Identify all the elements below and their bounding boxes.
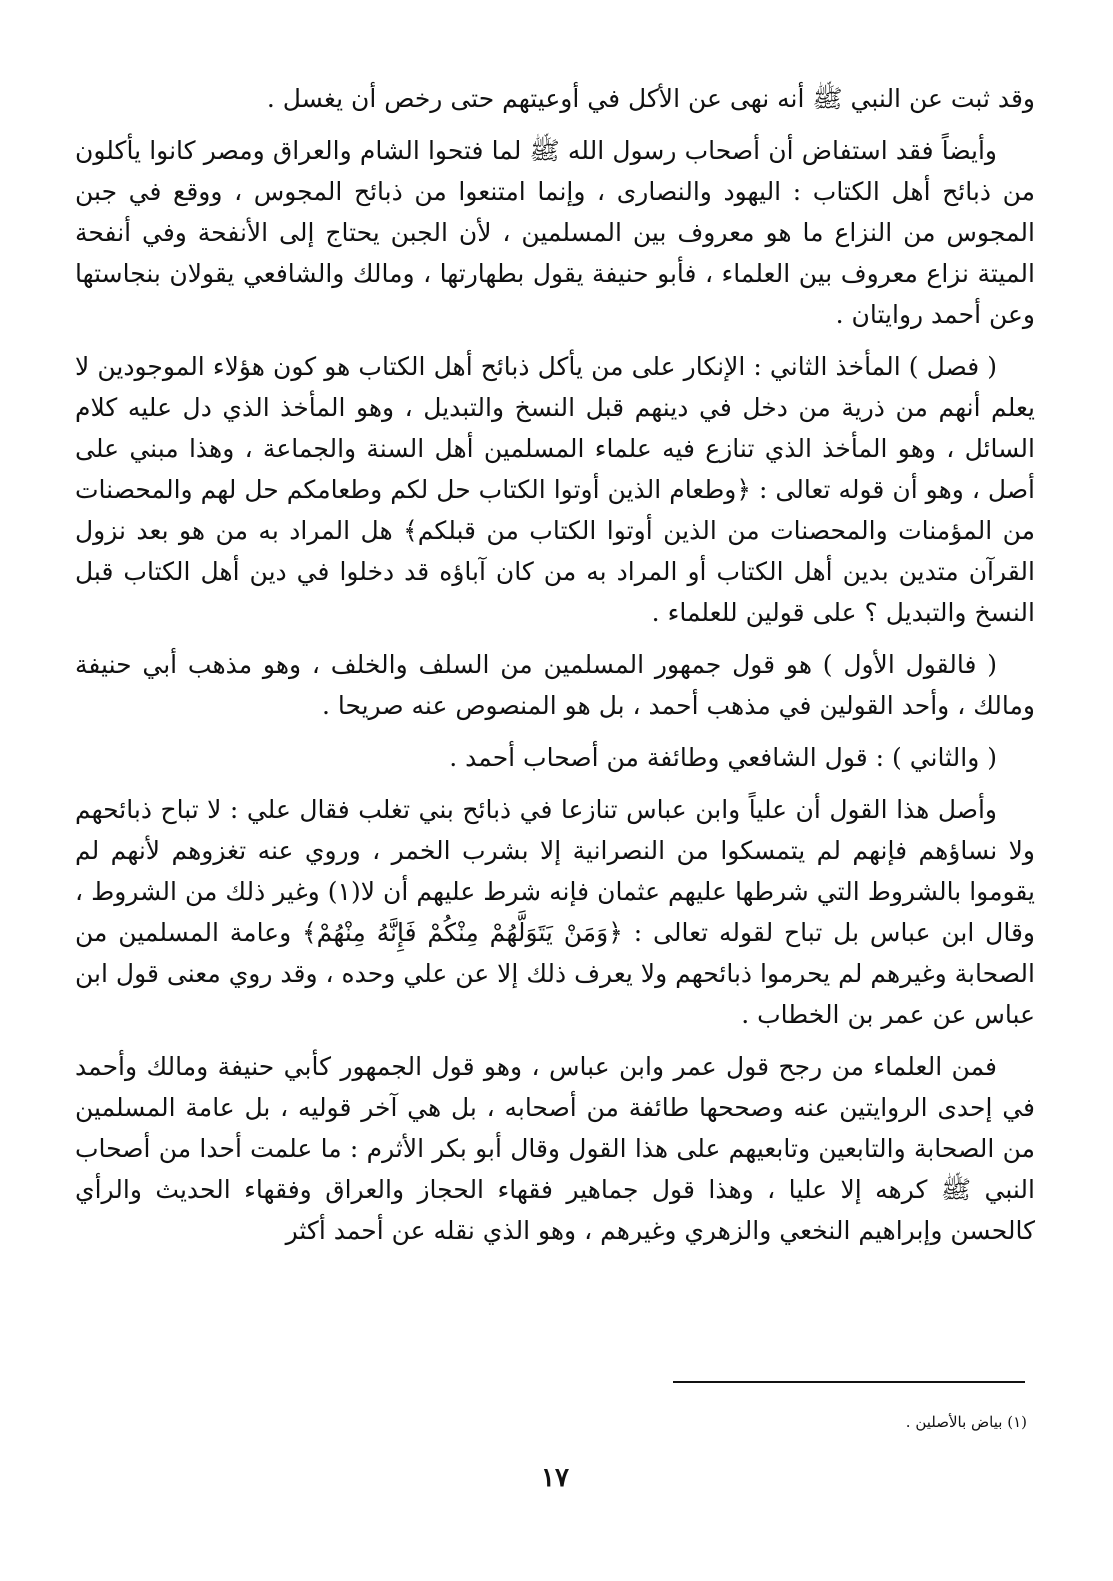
paragraph-3: ( فصل ) المأخذ الثاني : الإنكار على من يأكل ذبائح أهل الكتاب هو كون هؤلاء الموجودين لا يعلم أنهم من ذرية من دخل في دينهم قبل النسخ والتبديل ، وهو المأخذ الذي دل عليه كلام السائل ، وهو المأخذ الذي تنازع فيه علماء المسلمين أهل السنة والجماعة ، وهذا مبني على أصل ، وهو أن قوله تعالى : ﴿وطعام الذين أوتوا الكتاب حل لكم وطعامكم حل لهم والمحصنات من المؤمنات والمحصنات من الذين أوتوا الكتاب من قبلكم﴾ هل المراد به من هو بعد نزول القرآن متدين بدين أهل الكتاب أو المراد به من كان آباؤه قد دخلوا في دين أهل الكتاب قبل النسخ والتبديل ؟ على قولين للعلماء . [75,352,1035,627]
footnote-divider [673,1381,1025,1383]
paragraph-6: وأصل هذا القول أن علياً وابن عباس تنازعا في ذبائح بني تغلب فقال علي : لا تباح ذبائحهم ولا نساؤهم فإنهم لم يتمسكوا من النصرانية إلا بشرب الخمر ، وروي عنه تغزوهم لأنهم لم يقوموا بالشروط التي شرطها عليهم عثمان فإنه شرط عليهم أن لا(١) وغير ذلك من الشروط ، وقال ابن عباس بل تباح لقوله تعالى : ﴿وَمَنْ يَتَوَلَّهُمْ مِنْكُمْ فَإِنَّهُ مِنْهُمْ﴾ وعامة المسلمين من الصحابة وغيرهم لم يحرموا ذبائحهم ولا يعرف ذلك إلا عن علي وحده ، وقد روي معنى قول ابن عباس عن عمر بن الخطاب . [75,795,1035,1029]
page-body [75,78,1035,1508]
paragraph-2: وأيضاً فقد استفاض أن أصحاب رسول الله ﷺ لما فتحوا الشام والعراق ومصر كانوا يأكلون من ذبائح أهل الكتاب : اليهود والنصارى ، وإنما امتنعوا من ذبائح المجوس ، ووقع في جبن المجوس من النزاع ما هو معروف بين المسلمين ، لأن الجبن يحتاج إلى الأنفحة وفي أنفحة الميتة نزاع معروف بين العلماء ، فأبو حنيفة يقول بطهارتها ، ومالك والشافعي يقولان بنجاستها وعن أحمد روايتان . [75,136,1035,329]
page-number: ١٧ [541,1463,569,1493]
footnote: (١) بياض بالأصلين . [905,1413,1027,1431]
paragraph-4: ( فالقول الأول ) هو قول جمهور المسلمين من السلف والخلف ، وهو مذهب أبي حنيفة ومالك ، وأحد القولين في مذهب أحمد ، بل هو المنصوص عنه صريحا . [75,650,1035,720]
paragraph-5: ( والثاني ) : قول الشافعي وطائفة من أصحاب أحمد . [449,743,997,772]
paragraph-1: وقد ثبت عن النبي ﷺ أنه نهى عن الأكل في أوعيتهم حتى رخص أن يغسل . [266,84,1035,113]
paragraph-7: فمن العلماء من رجح قول عمر وابن عباس ، وهو قول الجمهور كأبي حنيفة ومالك وأحمد في إحدى الروايتين عنه وصححها طائفة من أصحابه ، بل هي آخر قوليه ، بل عامة المسلمين من الصحابة والتابعين وتابعيهم على هذا القول وقال أبو بكر الأثرم : ما علمت أحدا من أصحاب النبي ﷺ كرهه إلا عليا ، وهذا قول جماهير فقهاء الحجاز والعراق وفقهاء الحديث والرأي كالحسن وإبراهيم النخعي والزهري وغيرهم ، وهو الذي نقله عن أحمد أكثر [75,1052,1035,1245]
